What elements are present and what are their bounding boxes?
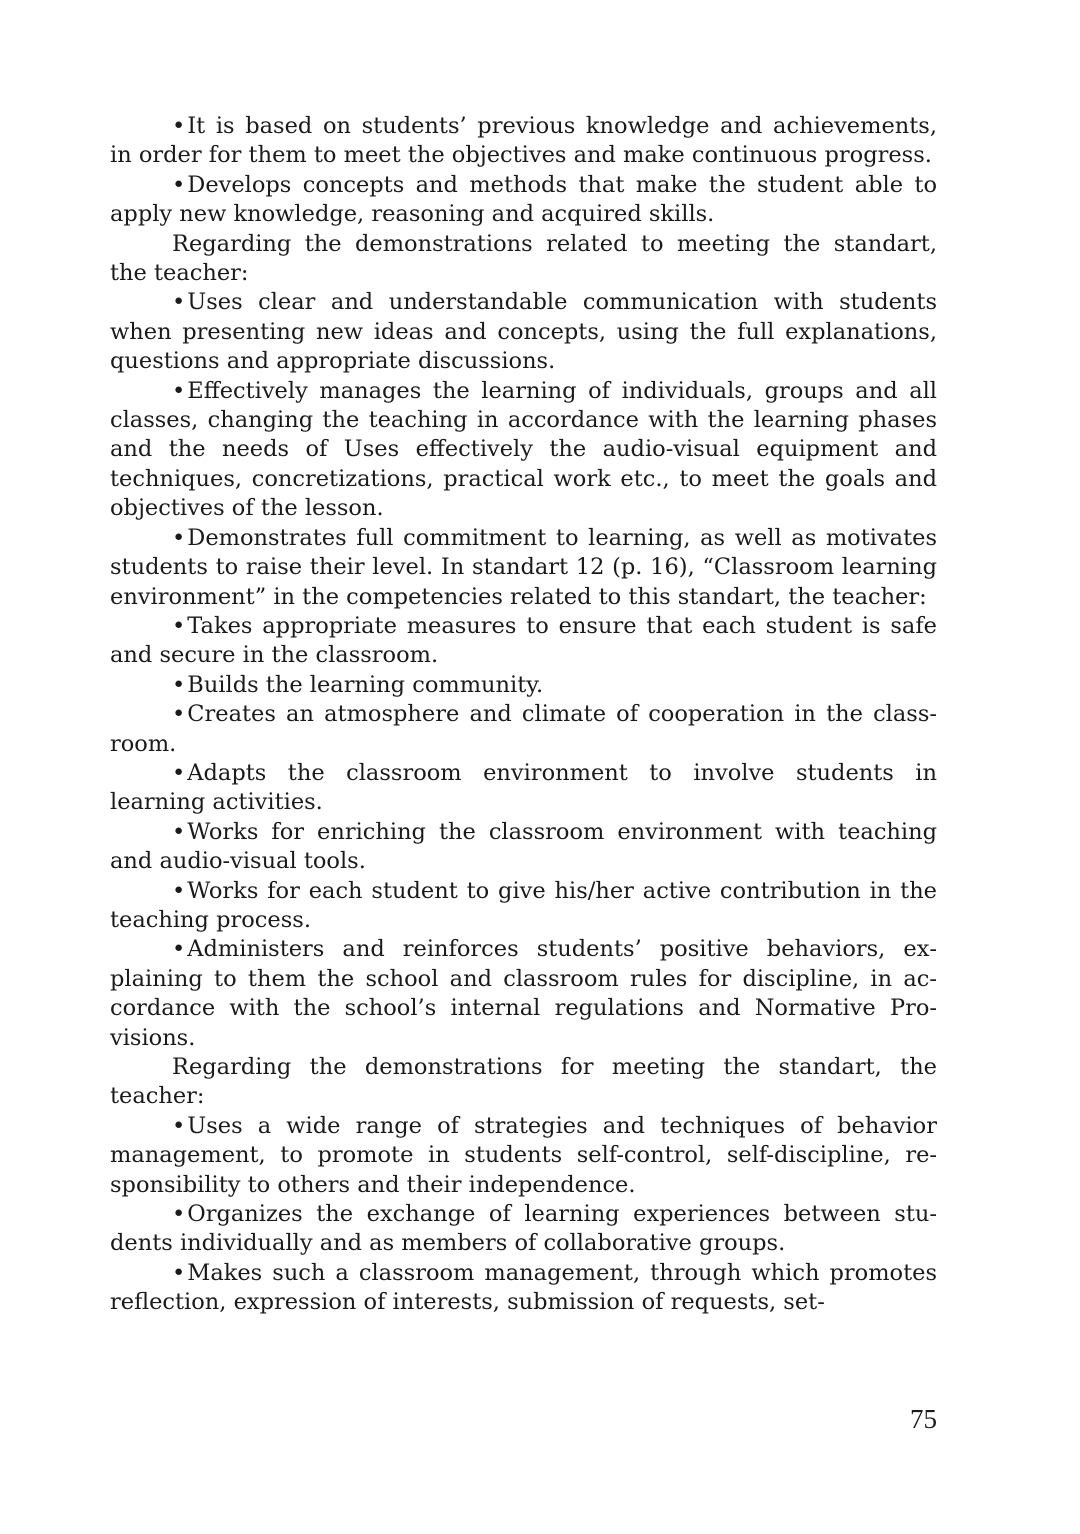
paragraph-bullet: • Administers and reinforces students’ positive behaviors, explaining to them the school and classroom rules for discipline, in accordance with the school’s internal regulations and Normative Provisions. — [110, 935, 937, 1053]
paragraph-bullet: • Develops concepts and methods that make the student able to apply new knowledge, reasoning and acquired skills. — [110, 171, 937, 230]
paragraph-bullet: • Creates an atmosphere and climate of cooperation in the classroom. — [110, 700, 937, 759]
paragraph-bullet: • Effectively manages the learning of individuals, groups and all classes, changing the teaching in accordance with the learning phases and the needs of Uses effectively the audio-visual equipment and techniques, concretizations, practical work etc., to meet the goals and objectives of the lesson. — [110, 377, 937, 524]
page-number: 75 — [910, 1404, 937, 1434]
paragraph-bullet: • Uses a wide range of strategies and techniques of behavior management, to promote in students self-control, self-discipline, responsibility to others and their independence. — [110, 1112, 937, 1200]
paragraph-bullet: • Demonstrates full commitment to learning, as well as motivates students to raise their level. In standart 12 (p. 16), “Classroom learning environment” in the competencies related to this standart, the teacher: — [110, 524, 937, 612]
paragraph-bullet: • Organizes the exchange of learning experiences between students individually and as members of collaborative groups. — [110, 1200, 937, 1259]
paragraph-bullet: • Takes appropriate measures to ensure that each student is safe and secure in the classroom. — [110, 612, 937, 671]
paragraph-bullet: • Uses clear and understandable communication with students when presenting new ideas and concepts, using the full explanations, questions and appropriate discussions. — [110, 288, 937, 376]
paragraph-bullet: • Adapts the classroom environment to involve students in learning activities. — [110, 759, 937, 818]
paragraph-bullet: • Works for enriching the classroom environment with teaching and audio-visual tools. — [110, 818, 937, 877]
paragraph-bullet: • Works for each student to give his/her active contribution in the teaching process. — [110, 877, 937, 936]
paragraph: Regarding the demonstrations for meeting the standart, the teacher: — [110, 1054, 937, 1110]
paragraph-bullet: • Builds the learning community. — [110, 671, 937, 700]
paragraph: Regarding the demonstrations related to meeting the standart, the teacher: — [110, 230, 937, 287]
paragraph-bullet: • It is based on students’ previous knowledge and achievements, in order for them to meet the objectives and make continuous progress. — [110, 112, 937, 171]
paragraph-bullet: • Makes such a classroom management, through which promotes reflection, expression of interests, submission of requests, set- — [110, 1259, 937, 1318]
page-body — [110, 112, 937, 1318]
